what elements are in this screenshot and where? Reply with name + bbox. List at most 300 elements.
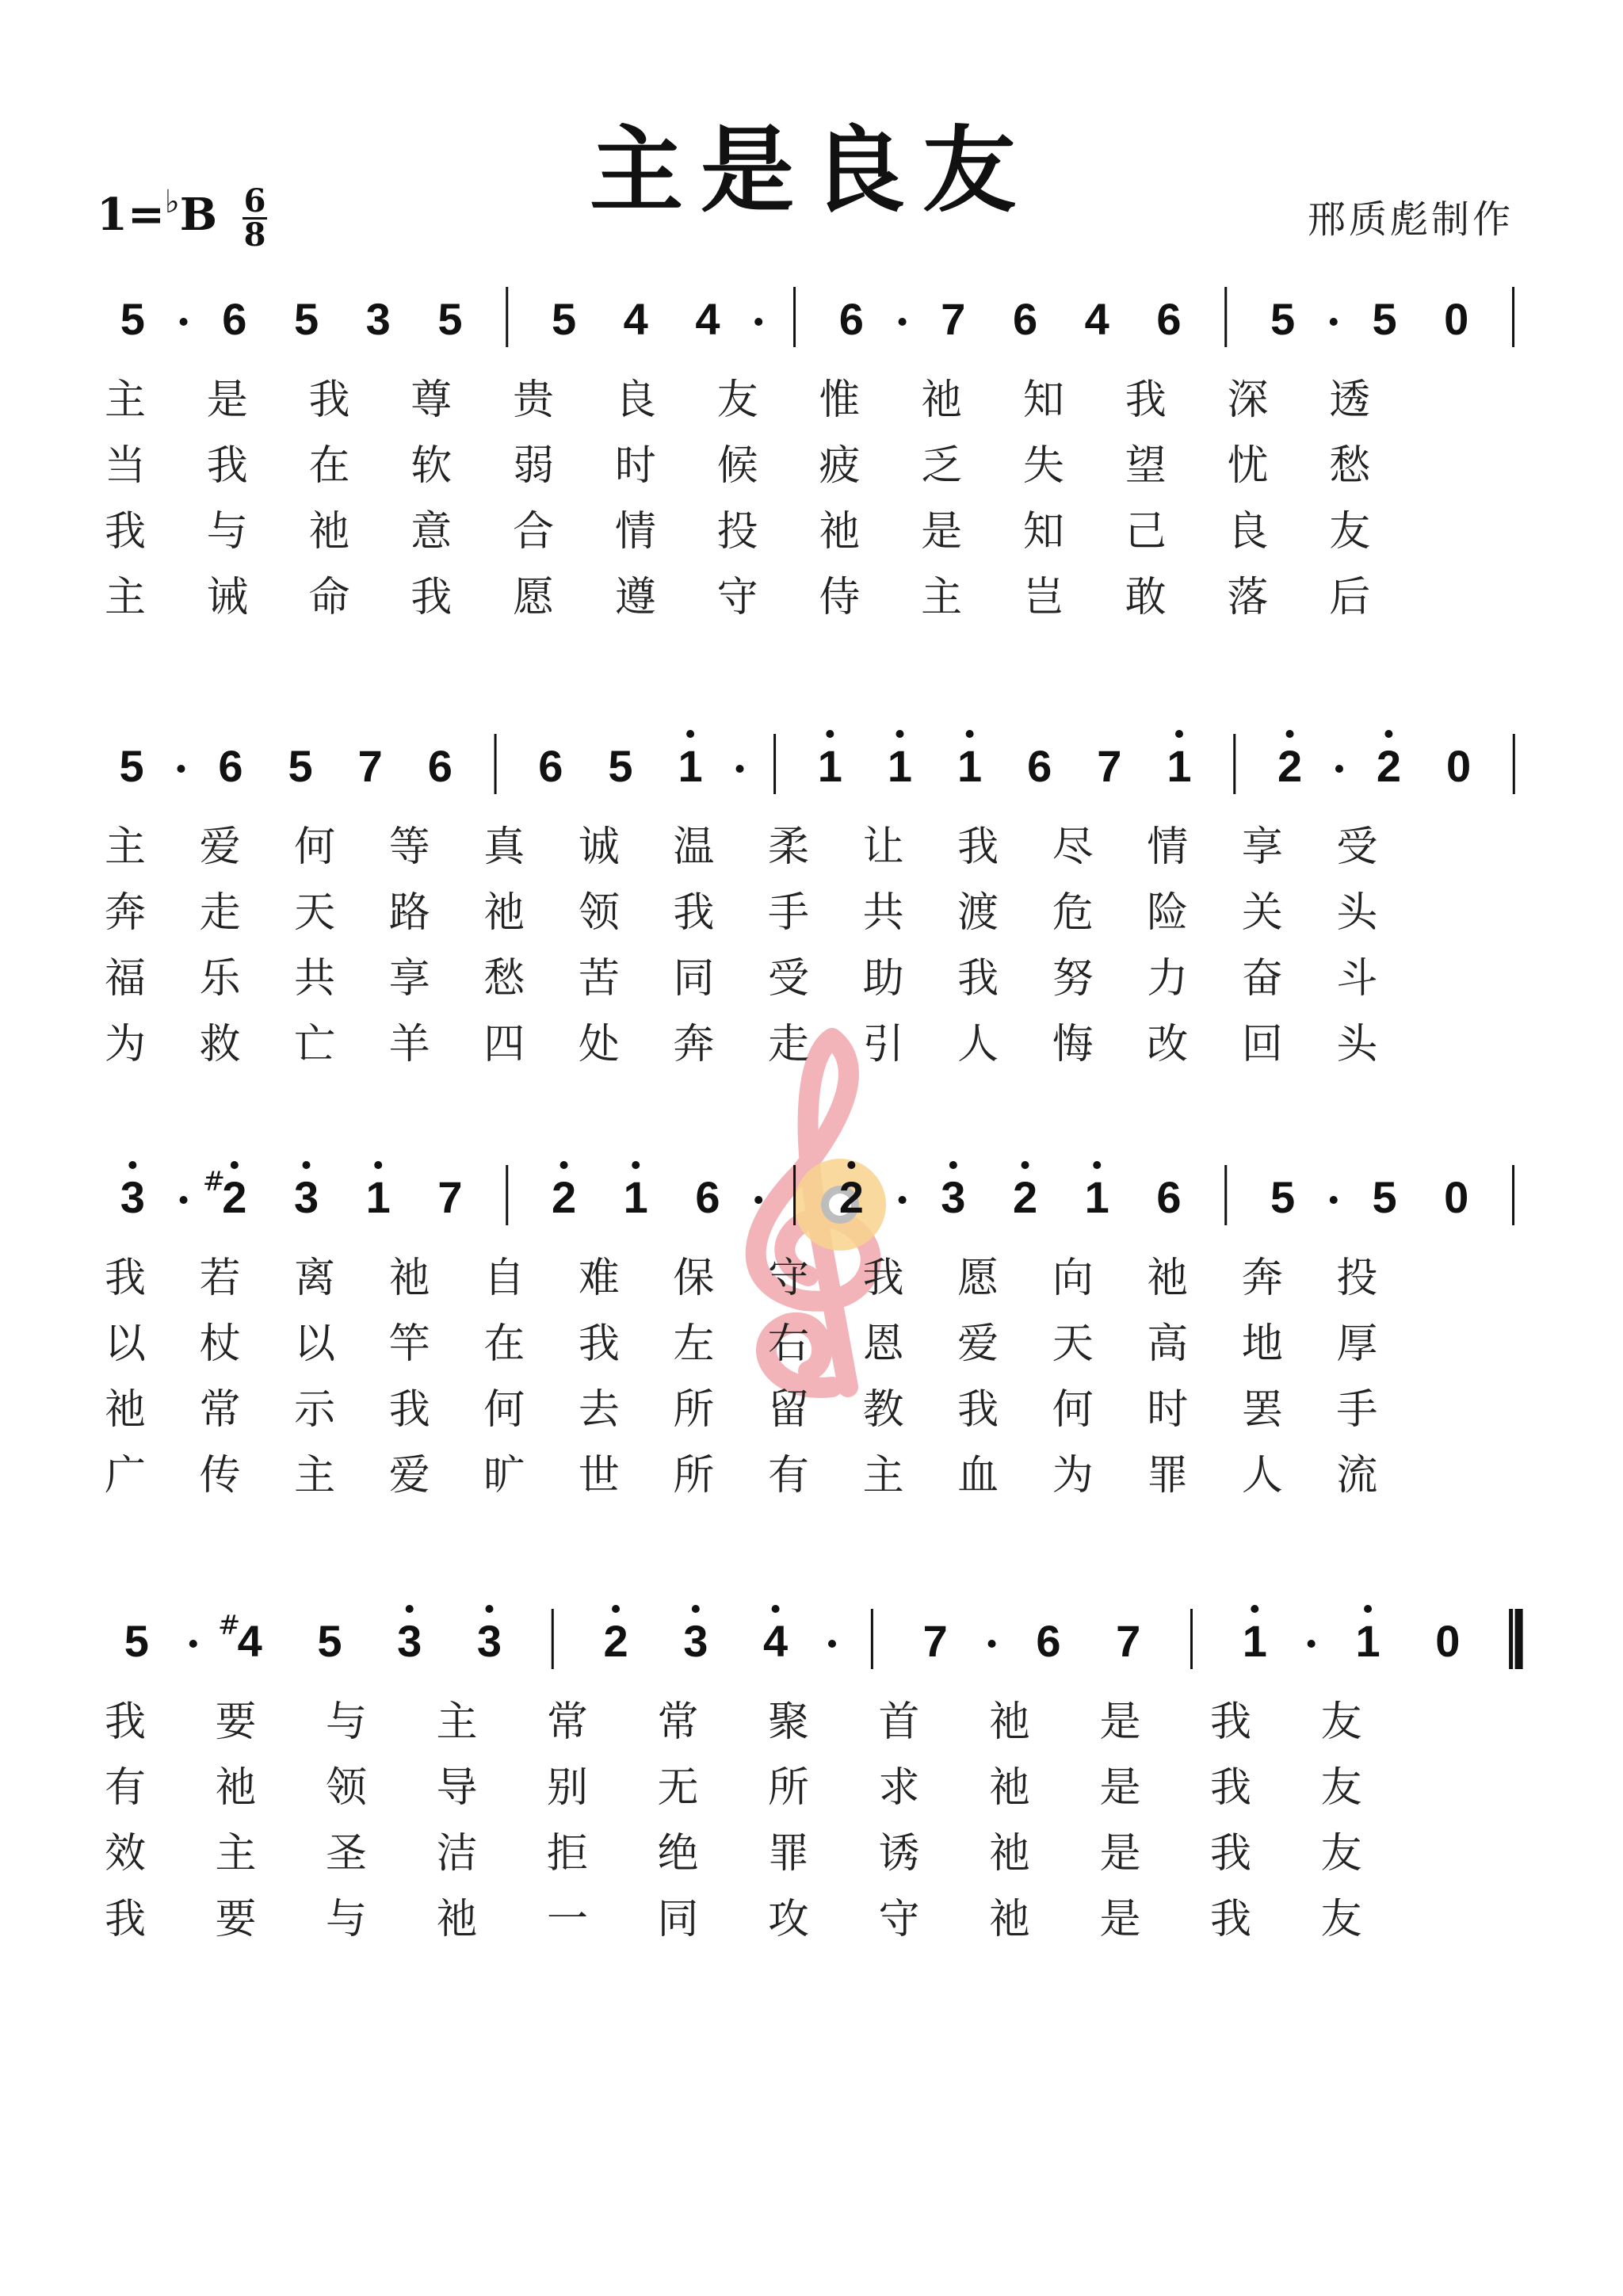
key-prefix: 1=: [97, 189, 165, 241]
octave-dot: [1251, 1605, 1258, 1613]
lyric-char: 为: [105, 1021, 147, 1068]
lyric-char: 我: [1210, 1830, 1252, 1878]
lyric-char: 何: [483, 1386, 525, 1434]
lyric-char: 手: [1336, 1386, 1378, 1434]
jianpu-note: 0: [1435, 1616, 1461, 1666]
lyric-char: 愁: [1329, 442, 1371, 490]
author-credit: 邢质彪制作: [1308, 197, 1514, 242]
lyric-char: 所: [768, 1764, 810, 1812]
lyric-char: 爱: [199, 823, 241, 871]
rhythm-dot: [828, 1640, 836, 1648]
lyric-char: 斗: [1336, 955, 1378, 1003]
lyric-char: 力: [1147, 955, 1189, 1003]
meter-top: 6: [243, 181, 266, 220]
jianpu-note: 4: [763, 1616, 789, 1666]
lyric-char: 祂: [105, 1386, 147, 1434]
jianpu-note: 3: [365, 294, 391, 344]
sharp-sign: #: [202, 1166, 226, 1198]
lyric-char: 世: [578, 1452, 620, 1499]
lyric-char: 与: [326, 1896, 368, 1943]
lyric-char: 聚: [768, 1698, 810, 1746]
lyric-char: 我: [957, 955, 999, 1003]
lyric-char: 是: [206, 376, 248, 424]
lyric-char: 难: [578, 1255, 620, 1302]
lyric-char: 领: [326, 1764, 368, 1812]
lyric-char: 同: [673, 955, 715, 1003]
jianpu-note: 5: [124, 1616, 149, 1666]
lyric-char: 知: [1022, 508, 1064, 556]
lyric-char: 有: [105, 1764, 147, 1812]
lyric-char: 友: [716, 376, 758, 424]
lyric-char: 地: [1241, 1320, 1283, 1368]
lyric-char: 助: [862, 955, 904, 1003]
lyric-char: 奋: [1241, 955, 1283, 1003]
song-title: 主是良友: [589, 115, 1033, 225]
octave-dot: [692, 1605, 700, 1613]
lyric-char: 传: [199, 1452, 241, 1499]
lyric-char: 享: [1241, 823, 1283, 871]
jianpu-note: 5: [293, 294, 319, 344]
lyric-char: 手: [768, 889, 810, 937]
jianpu-note: 6: [695, 1172, 720, 1222]
lyric-char: 真: [483, 823, 525, 871]
jianpu-note: 5: [437, 294, 463, 344]
lyric-char: 绝: [657, 1830, 699, 1878]
lyric-char: 是: [921, 508, 963, 556]
rhythm-dot: [1308, 1640, 1316, 1648]
lyric-char: 罪: [1147, 1452, 1189, 1499]
lyric-char: 知: [1022, 376, 1064, 424]
lyric-char: 祂: [388, 1255, 430, 1302]
lyric-char: 主: [105, 376, 147, 424]
lyric-char: 疲: [819, 442, 861, 490]
jianpu-note: 1: [887, 741, 913, 791]
lyric-char: 忧: [1227, 442, 1269, 490]
lyric-char: 路: [388, 889, 430, 937]
lyric-char: 广: [105, 1452, 147, 1499]
lyric-char: 祂: [989, 1764, 1031, 1812]
lyric-char: 祂: [1147, 1255, 1189, 1302]
lyric-char: 共: [862, 889, 904, 937]
lyric-char: 当: [105, 442, 147, 490]
lyric-char: 守: [878, 1896, 920, 1943]
jianpu-note: 0: [1445, 741, 1472, 791]
lyric-char: 悔: [1052, 1021, 1094, 1068]
lyric-char: 在: [308, 442, 350, 490]
rhythm-dot: [180, 318, 188, 326]
lyric-char: 洁: [436, 1830, 478, 1878]
octave-dot: [128, 1161, 136, 1169]
lyric-char: 处: [578, 1021, 620, 1068]
jianpu-note: 1: [1167, 741, 1192, 791]
octave-dot: [231, 1161, 239, 1169]
lyric-char: 教: [862, 1386, 904, 1434]
lyric-char: 领: [578, 889, 620, 937]
lyric-char: 有: [768, 1452, 810, 1499]
jianpu-note: 1: [957, 741, 983, 791]
lyric-char: 望: [1125, 442, 1167, 490]
lyric-char: 柔: [768, 823, 810, 871]
rhythm-dot: [754, 1196, 762, 1204]
lyric-char: 与: [326, 1698, 368, 1746]
lyric-char: 意: [411, 508, 453, 556]
lyric-char: 祂: [819, 508, 861, 556]
lyric-char: 主: [436, 1698, 478, 1746]
lyric-char: 天: [1052, 1320, 1094, 1368]
jianpu-note: 6: [427, 741, 453, 791]
lyric-char: 拒: [547, 1830, 589, 1878]
jianpu-note: 6: [1027, 741, 1052, 791]
lyric-char: 亡: [294, 1021, 336, 1068]
lyric-char: 右: [768, 1320, 810, 1368]
octave-dot: [847, 1161, 855, 1169]
jianpu-note: 6: [1156, 294, 1182, 344]
jianpu-note: 3: [120, 1172, 145, 1222]
lyric-char: 尽: [1052, 823, 1094, 871]
lyric-char: 我: [862, 1255, 904, 1302]
lyric-char: 若: [199, 1255, 241, 1302]
jianpu-note: 1: [623, 1172, 648, 1222]
lyric-char: 头: [1336, 1021, 1378, 1068]
jianpu-note: 5: [551, 294, 577, 344]
lyric-char: 遵: [614, 574, 656, 621]
lyric-char: 所: [673, 1386, 715, 1434]
jianpu-note: 4: [623, 294, 648, 344]
rhythm-dot: [899, 318, 907, 326]
lyric-char: 头: [1336, 889, 1378, 937]
lyric-char: 愿: [957, 1255, 999, 1302]
lyric-char: 四: [483, 1021, 525, 1068]
jianpu-note: 4: [695, 294, 720, 344]
octave-dot: [686, 730, 694, 738]
lyric-char: 血: [957, 1452, 999, 1499]
lyric-char: 贵: [513, 376, 555, 424]
jianpu-note: 5: [288, 741, 313, 791]
rhythm-dot: [177, 765, 185, 773]
octave-dot: [949, 1161, 957, 1169]
jianpu-note: 7: [922, 1616, 948, 1666]
lyric-char: 爱: [957, 1320, 999, 1368]
lyric-char: 候: [716, 442, 758, 490]
lyric-char: 去: [578, 1386, 620, 1434]
lyric-char: 乐: [199, 955, 241, 1003]
lyric-char: 是: [1099, 1830, 1141, 1878]
octave-dot: [485, 1605, 493, 1613]
lyric-char: 透: [1329, 376, 1371, 424]
octave-dot: [1022, 1161, 1029, 1169]
jianpu-note: 3: [683, 1616, 708, 1666]
lyric-char: 关: [1241, 889, 1283, 937]
lyric-char: 主: [862, 1452, 904, 1499]
lyric-char: 友: [1320, 1764, 1362, 1812]
lyric-char: 何: [1052, 1386, 1094, 1434]
lyric-char: 向: [1052, 1255, 1094, 1302]
octave-dot: [826, 730, 834, 738]
lyric-char: 后: [1329, 574, 1371, 621]
lyric-char: 旷: [483, 1452, 525, 1499]
lyric-char: 失: [1022, 442, 1064, 490]
lyric-char: 深: [1227, 376, 1269, 424]
octave-dot: [772, 1605, 780, 1613]
lyric-char: 乏: [921, 442, 963, 490]
jianpu-note: 1: [1242, 1616, 1267, 1666]
lyric-char: 何: [294, 823, 336, 871]
lyric-char: 守: [716, 574, 758, 621]
jianpu-note: 2: [838, 1172, 864, 1222]
lyric-char: 奔: [1241, 1255, 1283, 1302]
rhythm-dot: [1330, 1196, 1338, 1204]
lyric-char: 受: [768, 955, 810, 1003]
jianpu-note: 7: [437, 1172, 463, 1222]
lyric-char: 无: [657, 1764, 699, 1812]
lyric-char: 效: [105, 1830, 147, 1878]
lyric-char: 厚: [1336, 1320, 1378, 1368]
jianpu-note: 0: [1444, 294, 1469, 344]
octave-dot: [1286, 730, 1294, 738]
sharp-sign: #: [217, 1610, 241, 1641]
lyric-char: 祂: [436, 1896, 478, 1943]
jianpu-note: 5: [608, 741, 633, 791]
jianpu-note: 2: [603, 1616, 628, 1666]
lyric-char: 时: [614, 442, 656, 490]
rhythm-dot: [899, 1196, 907, 1204]
lyric-char: 危: [1052, 889, 1094, 937]
lyric-char: 我: [673, 889, 715, 937]
lyric-char: 渡: [957, 889, 999, 937]
jianpu-note: 2: [551, 1172, 577, 1222]
jianpu-note: 5: [119, 741, 144, 791]
jianpu-note: 1: [1084, 1172, 1109, 1222]
rhythm-dot: [180, 1196, 188, 1204]
lyric-char: 一: [547, 1896, 589, 1943]
jianpu-note: 6: [222, 294, 247, 344]
lyric-char: 弱: [513, 442, 555, 490]
lyric-char: 与: [206, 508, 248, 556]
lyric-char: 尊: [411, 376, 453, 424]
jianpu-note: 4: [237, 1616, 262, 1666]
jianpu-note: 6: [838, 294, 864, 344]
lyric-char: 常: [199, 1386, 241, 1434]
lyric-char: 友: [1320, 1830, 1362, 1878]
flat-sign: ♭: [164, 184, 180, 220]
lyric-char: 导: [436, 1764, 478, 1812]
lyric-char: 求: [878, 1764, 920, 1812]
lyric-char: 我: [105, 1255, 147, 1302]
lyric-char: 让: [862, 823, 904, 871]
lyric-char: 时: [1147, 1386, 1189, 1434]
octave-dot: [896, 730, 903, 738]
lyric-char: 祂: [215, 1764, 257, 1812]
jianpu-note: 5: [317, 1616, 342, 1666]
octave-dot: [966, 730, 974, 738]
lyric-char: 我: [411, 574, 453, 621]
jianpu-note: 2: [1277, 741, 1303, 791]
lyric-char: 合: [513, 508, 555, 556]
lyric-char: 救: [199, 1021, 241, 1068]
lyric-char: 我: [206, 442, 248, 490]
lyric-char: 首: [878, 1698, 920, 1746]
lyric-char: 我: [1125, 376, 1167, 424]
octave-dot: [374, 1161, 382, 1169]
lyric-char: 愿: [513, 574, 555, 621]
lyric-char: 人: [957, 1021, 999, 1068]
lyric-char: 祂: [308, 508, 350, 556]
lyric-char: 羊: [388, 1021, 430, 1068]
lyric-char: 情: [1147, 823, 1189, 871]
lyric-char: 落: [1227, 574, 1269, 621]
jianpu-note: 6: [1012, 294, 1038, 344]
jianpu-note: 1: [678, 741, 703, 791]
lyric-char: 友: [1320, 1698, 1362, 1746]
lyric-char: 投: [716, 508, 758, 556]
lyric-char: 要: [215, 1698, 257, 1746]
lyric-char: 努: [1052, 955, 1094, 1003]
lyric-char: 主: [105, 574, 147, 621]
jianpu-note: 1: [817, 741, 842, 791]
lyric-char: 我: [105, 508, 147, 556]
lyric-char: 别: [547, 1764, 589, 1812]
lyric-char: 敢: [1125, 574, 1167, 621]
jianpu-note: 3: [293, 1172, 319, 1222]
jianpu-note: 3: [941, 1172, 966, 1222]
lyric-char: 我: [578, 1320, 620, 1368]
jianpu-note: 3: [476, 1616, 502, 1666]
lyric-char: 温: [673, 823, 715, 871]
lyric-char: 改: [1147, 1021, 1189, 1068]
lyric-char: 杖: [199, 1320, 241, 1368]
octave-dot: [1093, 1161, 1101, 1169]
lyric-char: 以: [105, 1320, 147, 1368]
lyric-char: 愁: [483, 955, 525, 1003]
lyric-char: 惟: [819, 376, 861, 424]
lyric-char: 祂: [989, 1698, 1031, 1746]
lyric-char: 奔: [673, 1021, 715, 1068]
lyric-char: 己: [1125, 508, 1167, 556]
lyric-char: 我: [1210, 1896, 1252, 1943]
lyric-char: 人: [1241, 1452, 1283, 1499]
octave-dot: [406, 1605, 414, 1613]
lyric-char: 在: [483, 1320, 525, 1368]
jianpu-note: 7: [941, 294, 966, 344]
jianpu-note: 1: [365, 1172, 391, 1222]
lyric-char: 左: [673, 1320, 715, 1368]
lyric-char: 险: [1147, 889, 1189, 937]
rhythm-dot: [754, 318, 762, 326]
lyric-char: 罢: [1241, 1386, 1283, 1434]
octave-dot: [560, 1161, 568, 1169]
lyric-char: 友: [1329, 508, 1371, 556]
lyric-char: 友: [1320, 1896, 1362, 1943]
lyric-char: 我: [105, 1896, 147, 1943]
lyric-char: 我: [957, 1386, 999, 1434]
lyric-char: 要: [215, 1896, 257, 1943]
lyric-char: 主: [294, 1452, 336, 1499]
octave-dot: [1384, 730, 1392, 738]
lyric-char: 我: [1210, 1764, 1252, 1812]
lyric-char: 共: [294, 955, 336, 1003]
lyric-char: 我: [957, 823, 999, 871]
lyric-char: 我: [308, 376, 350, 424]
lyric-char: 祂: [921, 376, 963, 424]
lyric-char: 良: [614, 376, 656, 424]
rhythm-dot: [1330, 318, 1338, 326]
jianpu-note: 1: [1355, 1616, 1381, 1666]
lyric-char: 祂: [483, 889, 525, 937]
lyric-char: 奔: [105, 889, 147, 937]
jianpu-note: 2: [222, 1172, 247, 1222]
lyric-char: 主: [215, 1830, 257, 1878]
lyric-char: 苦: [578, 955, 620, 1003]
jianpu-note: 5: [1372, 294, 1397, 344]
key-note: B: [179, 189, 218, 241]
lyric-char: 以: [294, 1320, 336, 1368]
jianpu-note: 5: [1270, 294, 1296, 344]
jianpu-note: 6: [1036, 1616, 1061, 1666]
lyric-char: 高: [1147, 1320, 1189, 1368]
lyric-char: 常: [547, 1698, 589, 1746]
lyric-char: 爱: [388, 1452, 430, 1499]
lyric-char: 情: [614, 508, 656, 556]
octave-dot: [303, 1161, 311, 1169]
lyric-char: 等: [388, 823, 430, 871]
lyric-char: 享: [388, 955, 430, 1003]
lyric-char: 天: [294, 889, 336, 937]
lyric-char: 受: [1336, 823, 1378, 871]
lyric-char: 守: [768, 1255, 810, 1302]
lyric-char: 留: [768, 1386, 810, 1434]
lyric-char: 罪: [768, 1830, 810, 1878]
lyric-char: 圣: [326, 1830, 368, 1878]
lyric-char: 命: [308, 574, 350, 621]
rhythm-dot: [736, 765, 744, 773]
lyric-char: 我: [388, 1386, 430, 1434]
jianpu-note: 5: [120, 294, 145, 344]
lyric-char: 常: [657, 1698, 699, 1746]
jianpu-note: 2: [1376, 741, 1401, 791]
lyric-char: 主: [105, 823, 147, 871]
rhythm-dot: [1335, 765, 1343, 773]
lyric-char: 竿: [388, 1320, 430, 1368]
lyric-char: 是: [1099, 1698, 1141, 1746]
lyric-char: 所: [673, 1452, 715, 1499]
jianpu-note: 7: [357, 741, 383, 791]
jianpu-note: 5: [1372, 1172, 1397, 1222]
lyric-char: 投: [1336, 1255, 1378, 1302]
rhythm-dot: [189, 1640, 197, 1648]
rhythm-dot: [988, 1640, 996, 1648]
jianpu-note: 0: [1444, 1172, 1469, 1222]
lyric-char: 福: [105, 955, 147, 1003]
octave-dot: [632, 1161, 640, 1169]
lyric-char: 我: [1210, 1698, 1252, 1746]
lyric-char: 保: [673, 1255, 715, 1302]
jianpu-note: 6: [218, 741, 243, 791]
lyric-char: 我: [105, 1698, 147, 1746]
lyric-char: 是: [1099, 1764, 1141, 1812]
lyric-char: 回: [1241, 1021, 1283, 1068]
jianpu-note: 7: [1116, 1616, 1141, 1666]
jianpu-note: 7: [1097, 741, 1122, 791]
lyric-char: 诫: [206, 574, 248, 621]
lyric-char: 祂: [989, 1830, 1031, 1878]
jianpu-note: 5: [1270, 1172, 1296, 1222]
lyric-char: 为: [1052, 1452, 1094, 1499]
lyric-char: 自: [483, 1255, 525, 1302]
lyric-char: 诚: [578, 823, 620, 871]
lyric-char: 引: [862, 1021, 904, 1068]
lyric-char: 软: [411, 442, 453, 490]
lyric-char: 流: [1336, 1452, 1378, 1499]
